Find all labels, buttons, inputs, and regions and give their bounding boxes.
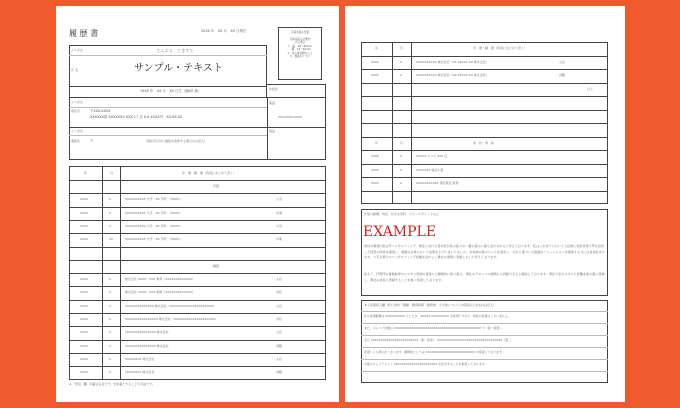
row-year: 20XX: [371, 59, 379, 64]
row-month: X: [109, 303, 112, 308]
row-month: X: [109, 277, 112, 282]
row-line: [361, 164, 608, 165]
contact-phone-label: 電話: [269, 129, 276, 133]
row-line: [361, 110, 608, 111]
furigana-label: ふりがな: [71, 48, 84, 52]
row-status: 卒業: [276, 237, 283, 242]
address-furigana-label: ふりがな: [71, 100, 84, 104]
row-year: 20XX: [371, 167, 379, 172]
row-month: X: [400, 167, 403, 172]
row-month: XX: [109, 237, 114, 242]
row-year: 20XX: [80, 330, 88, 335]
row-text: XXXXXXXXXXXXXX 株式会社（XXXXXXXXXXXXXXXXXXXXX）: [125, 303, 216, 308]
row-text: XXXXXXXXXX 大学 XX 学科 （XXXX）: [125, 223, 183, 228]
history-header-year: 年: [84, 171, 88, 175]
history-header-month: 月: [110, 171, 114, 175]
header-year: 年: [375, 46, 379, 51]
row-text: XXXXXXXXXX 大学 XX 学科 （XXXX）: [125, 210, 183, 215]
row-line: [69, 326, 326, 327]
history-header-content: 学 歴・職 歴（各別にまとめて書く）: [182, 171, 237, 175]
wish-rule: [361, 335, 608, 336]
row-month: X: [109, 370, 112, 375]
row-status: 退社: [276, 290, 283, 295]
photo-placeholder: [278, 27, 322, 80]
wish-rule: [361, 347, 608, 348]
section-label: 学歴: [213, 184, 220, 189]
row-line: [69, 340, 326, 341]
resume-page-left: [56, 6, 339, 402]
phone-label: 電話: [269, 101, 276, 105]
wish-label: 本人希望記入欄（特に給料・職種・勤務時間・勤務地・その他についての希望などがあれば記入）: [364, 303, 496, 307]
row-month: X: [400, 154, 403, 159]
row-year: 20XX: [80, 343, 88, 348]
row-text: 株式会社 XXXX・XXX 業界（XXXXXXXXXXXXX）: [125, 290, 196, 295]
furigana-value: さんぷる てきすと: [156, 48, 194, 53]
header-month: 月: [400, 46, 404, 51]
row-status: 卒業: [276, 210, 283, 215]
row-year: 20XX: [80, 277, 88, 282]
row-month: X: [109, 290, 112, 295]
row-line: [69, 193, 326, 194]
birth-text: 19XX 年 XX 月 XX 日生（満XX 歳）: [140, 89, 202, 93]
wish-rule: [361, 323, 608, 324]
address-label: 現住所: [71, 109, 81, 113]
row-status: 入社: [276, 330, 283, 335]
wish-line: 私の希望勤務は XXXXXXXXXX でしたが、XXXXX XXXXXXXXX が希望ですので、特段の希望はございません。: [364, 314, 511, 318]
row-text: XXXXXXXXXX 株式会社（XX XXXXX XX 株式会社）: [416, 59, 489, 64]
row-month: X: [400, 73, 403, 78]
row-status: 退職: [276, 370, 283, 375]
row-line: [69, 313, 326, 314]
wish-line: 今後のキャリアとして XXXXXXXXXXXXXXXXXXXXXX を担当することを希望しております。: [364, 362, 488, 366]
row-line: [69, 300, 326, 301]
row-line: [69, 260, 326, 261]
row-month: X: [109, 343, 112, 348]
row-text: 株式会社 XXXX・XXX 業界（XXXXXXXXXXXXX）: [125, 277, 196, 282]
row-year: 20XX: [80, 370, 88, 375]
row-line: [69, 207, 326, 208]
row-line: [69, 233, 326, 234]
wish-line: また XXXXXXXXXXXXXXXXXXXXXXXX（第二希望）、XXXXXXXXXXXXXXXXXXXXXXXXXXXXXXXXX（第三: [364, 338, 512, 342]
row-text: XXXXXXXXXXXXXXXX 株式会社（XXXXXXXXXXXXXXXXXXXX）: [125, 317, 218, 322]
row-month: X: [109, 210, 112, 215]
row-month: X: [400, 181, 403, 186]
row-line: [361, 177, 608, 178]
header-content: 学 歴・職 歴（各別にまとめて書く）: [473, 46, 528, 51]
row-text: XXXXXXXXXX 大学 XX 学科 （XXXX）: [125, 197, 183, 202]
name-value: サンプル・テキスト: [134, 63, 223, 74]
row-line: [69, 247, 326, 248]
row-month: X: [109, 356, 112, 361]
wish-line: 希望）にも関心がございます。勤務地としては XXXXXXXXXXXXXXXXXXXXXXXXX を希望しております。: [364, 350, 505, 354]
row-text: XXXXXXX 検定X 級: [416, 167, 444, 172]
row-line: [361, 83, 608, 84]
row-status: 入学: [276, 197, 283, 202]
row-month: X: [400, 59, 403, 64]
row-month: X: [109, 317, 112, 322]
header-content: 免 許・資 格: [473, 140, 495, 145]
resume-page-right: [345, 6, 625, 402]
photo-instructions: 写真を貼る位置 写真を貼る必要が ある場合 1．縦 36～40mm 横 24～30mm 2．本人単身胸から上 3．裏面のりづけ: [287, 31, 313, 58]
row-year: 20XX: [371, 181, 379, 186]
gender-label: ※性別: [269, 87, 278, 91]
row-line: [361, 137, 608, 138]
row-status: 退職: [276, 343, 283, 348]
resume-title: 履 歴 書: [69, 29, 99, 38]
pr-label: 志望の動機、特技、好きな学科、アピールポイントなど: [364, 212, 439, 216]
row-year: 20XX: [80, 356, 88, 361]
header-month: 月: [400, 140, 404, 145]
row-status: 入社: [276, 277, 283, 282]
wish-rule: [361, 359, 608, 360]
ijou-text: 以上: [587, 86, 594, 91]
row-status: 入学: [276, 223, 283, 228]
row-text: XXXXXXXXXXXXXXX 株式会社: [125, 330, 169, 335]
row-line: [69, 286, 326, 287]
row-status: 入社: [276, 356, 283, 361]
contact-label: 連絡先: [71, 139, 81, 143]
contact-furigana-label: ふりがな: [71, 129, 84, 133]
section-label: 職歴: [213, 263, 220, 268]
wish-line: また、キャリア計画は XXXXXXXXXXXXXXXXXXXXXXXXXXXXXXXXXXXXXXXXXXXX で（第一希望）、: [364, 326, 504, 330]
row-year: 20XX: [80, 223, 88, 228]
row-text: XXXXXXXX 株式会社: [125, 370, 155, 375]
row-year: 20XX: [80, 237, 88, 242]
contact-note: （現住所以外に連絡を希望する場合のみ記入）: [144, 139, 208, 143]
postal-code: 〒XXX-XXXX: [90, 109, 111, 113]
address-value: XXXXXX県 XXXXXXX XXX 1丁目 X-X XXXX号 XX-XX-XX: [90, 115, 183, 119]
example-watermark: EXAMPLE: [363, 224, 437, 240]
row-text: XXXXXXXX 株式会社: [125, 356, 155, 361]
phone-value: XXX-XXXX-XXXX: [278, 115, 303, 119]
name-label: 氏 名: [71, 68, 78, 72]
row-line: [361, 56, 608, 57]
row-line: [69, 353, 326, 354]
wish-rule: [361, 311, 608, 312]
row-month: X: [109, 223, 112, 228]
row-year: 20XX: [80, 317, 88, 322]
row-line: [69, 273, 326, 274]
row-month: X: [109, 197, 112, 202]
row-text: XXXXX スコア XXX 点: [416, 154, 448, 159]
row-text: XXXXXXXXXXX 簿記検定 取得: [416, 181, 459, 186]
footnote: ※「性別」欄：記載は任意です。未記載とすることも可能です。: [69, 382, 156, 386]
contact-postal: 〒: [90, 139, 94, 143]
row-text: XXXXXXXXXXXXXXX 株式会社: [125, 343, 169, 348]
row-status: 退社: [276, 317, 283, 322]
row-line: [69, 366, 326, 367]
row-line: [361, 150, 608, 151]
row-year: 20XX: [80, 197, 88, 202]
row-line: [361, 96, 608, 97]
wish-rule: [361, 371, 608, 372]
row-status: 退職: [559, 73, 566, 78]
pr-paragraph-1: 貴社の事業内容はITコンサルティング、貴社における将来性が私の能力の一番の強みに最も活かされると考えております。私はこれまでにおいて入社時に技術営業でITを活用した経営の改革を提案し、複数の企業において成果を上げてまいりました。お客様の真のニーズを追求し、それに基づいた最適なソリューションを提案する力には自信があります。大手企業でのコンサルティング経験を活かして貴社の業務に貢献したいと考えております。: [364, 244, 605, 260]
row-status: 入社: [559, 59, 566, 64]
pr-paragraph-2: 加えて、IT専門の資格取得やビジネス英語の習得にも積極的に取り組み、貴社のグローバル展開にも貢献できると確信しております。貴社で私のスキルと経験を最大限に発揮し、貴社の成長に貢献することを強く希望しております。: [364, 272, 605, 282]
date-text: 20XX 年 XX 月 XX 日現在: [201, 29, 247, 33]
row-year: 20XX: [80, 303, 88, 308]
row-month: X: [109, 330, 112, 335]
row-text: XXXXXXXXXX 株式会社（XX XXXXX XX 株式会社）: [416, 73, 489, 78]
row-line: [361, 69, 608, 70]
row-year: 20XX: [371, 154, 379, 159]
header-year: 年: [375, 140, 379, 145]
row-year: 20XX: [371, 73, 379, 78]
row-status: 入社: [276, 303, 283, 308]
row-line: [361, 123, 608, 124]
row-text: XXXXXXXXXX 大学 XX 学科 （XXXX）: [125, 237, 183, 242]
row-year: 20XX: [80, 210, 88, 215]
row-line: [69, 220, 326, 221]
row-line: [361, 191, 608, 192]
row-year: 20XX: [80, 290, 88, 295]
